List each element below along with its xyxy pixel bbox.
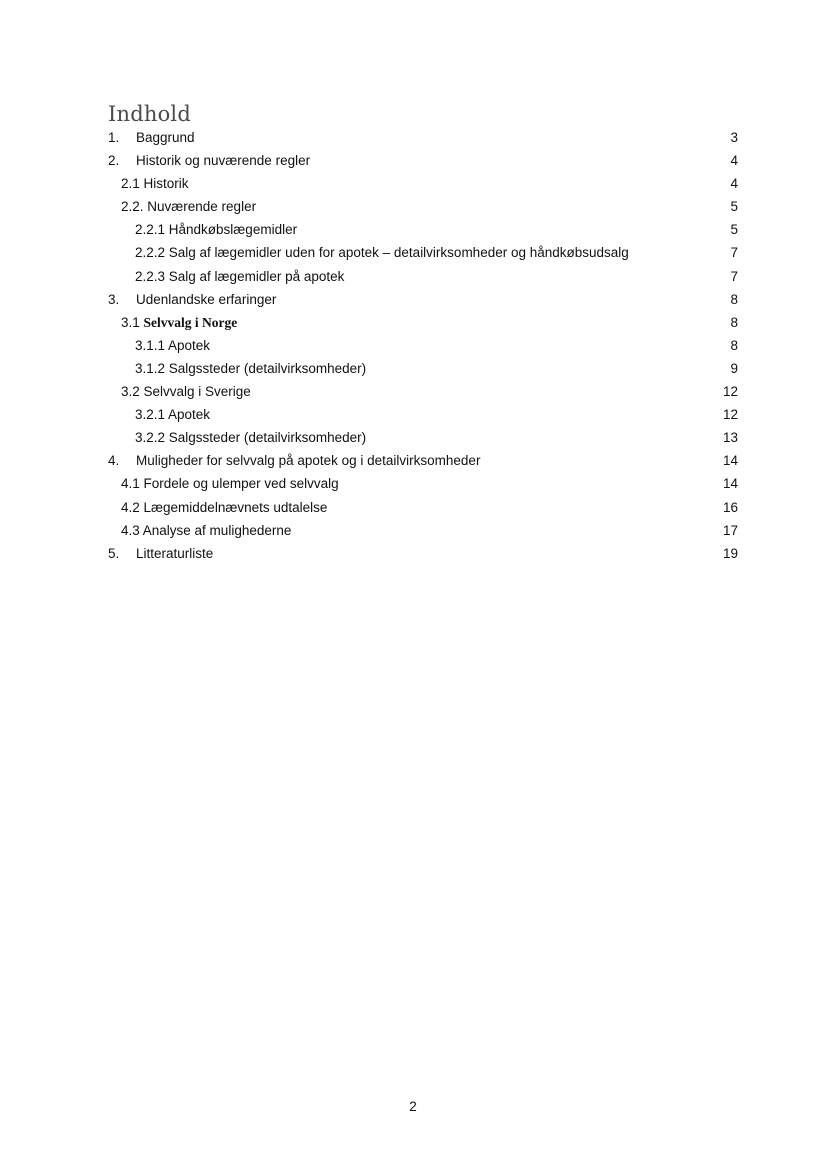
- toc-entry-title: 3.2 Selvvalg i Sverige: [121, 384, 251, 400]
- toc-entry-title: 3.1.1 Apotek: [135, 337, 211, 353]
- toc-entry-page: 16: [722, 499, 738, 515]
- toc-entry-2-2[interactable]: [0, 195, 826, 218]
- toc-entry-page: 9: [730, 360, 738, 376]
- toc-entry-title: Baggrund: [136, 130, 195, 145]
- toc-entry-title: Historik og nuværende regler: [136, 153, 311, 169]
- toc-entry-3[interactable]: [0, 288, 826, 311]
- toc-entry-title: 2.2.1 Håndkøbslægemidler: [135, 222, 298, 238]
- toc-entry-title: 3.1.2 Salgssteder (detailvirksomheder): [135, 360, 367, 376]
- toc-entry-title: Muligheder for selvvalg på apotek og i detailvirksomheder: [136, 453, 481, 469]
- toc-heading: Indhold: [108, 102, 191, 126]
- toc-entry-page: 13: [722, 430, 738, 446]
- toc-entry-title: 2.2.2 Salg af lægemidler uden for apotek – detailvirksomheder og håndkøbsudsalg: [135, 245, 629, 261]
- toc-entry-2[interactable]: [0, 149, 826, 172]
- toc-entry-4-2[interactable]: [0, 496, 826, 519]
- toc-entry-2-2-3[interactable]: [0, 265, 826, 288]
- toc-entry-3-2-1[interactable]: [0, 403, 826, 426]
- toc-entry-page: 8: [730, 314, 738, 330]
- table-of-contents: [0, 126, 826, 565]
- toc-entry-4-1[interactable]: [0, 472, 826, 495]
- toc-entry-2-2-1[interactable]: [0, 218, 826, 241]
- toc-entry-number: 3.: [108, 291, 120, 307]
- toc-entry-number: 5.: [108, 545, 120, 561]
- toc-entry-page: 4: [730, 176, 738, 192]
- toc-entry-page: 14: [722, 476, 738, 492]
- toc-entry-title: Udenlandske erfaringer: [136, 291, 277, 307]
- toc-entry-2-2-2[interactable]: [0, 241, 826, 264]
- toc-entry-page: 7: [730, 268, 738, 284]
- toc-entry-title: 2.2. Nuværende regler: [121, 199, 257, 215]
- toc-entry-page: 5: [730, 222, 738, 238]
- toc-entry-page: 12: [722, 407, 738, 423]
- toc-entry-title: 3.2.1 Apotek: [135, 407, 211, 423]
- toc-entry-number: 2.: [108, 153, 120, 169]
- toc-entry-title: 4.3 Analyse af mulighederne: [121, 522, 292, 538]
- toc-entry-title: 2.2.3 Salg af lægemidler på apotek: [135, 268, 345, 284]
- toc-entry-page: 19: [722, 545, 738, 561]
- toc-entry-3-1-2[interactable]: [0, 357, 826, 380]
- toc-entry-page: 14: [722, 453, 738, 469]
- toc-entry-number: 1.: [108, 130, 120, 145]
- toc-entry-4-3[interactable]: [0, 519, 826, 542]
- toc-entry-title: 4.1 Fordele og ulemper ved selvvalg: [121, 476, 339, 492]
- toc-entry-3-2[interactable]: [0, 380, 826, 403]
- toc-entry-title: 3.2.2 Salgssteder (detailvirksomheder): [135, 430, 367, 446]
- toc-entry-page: 8: [730, 291, 738, 307]
- toc-entry-title: [121, 311, 237, 334]
- toc-entry-title-serif: Selvvalg i Norge: [143, 314, 238, 330]
- toc-entry-page: 5: [730, 199, 738, 215]
- toc-entry-number: 4.: [108, 453, 120, 469]
- toc-entry-title-prefix: 3.1: [121, 314, 144, 330]
- toc-entry-page: 7: [730, 245, 738, 261]
- toc-entry-title: Litteraturliste: [136, 545, 214, 561]
- toc-entry-3-2-2[interactable]: [0, 426, 826, 449]
- toc-entry-1[interactable]: [0, 126, 826, 149]
- toc-entry-title: 2.1 Historik: [121, 176, 189, 192]
- toc-entry-2-1[interactable]: [0, 172, 826, 195]
- page-number: 2: [409, 1099, 417, 1114]
- toc-entry-4[interactable]: [0, 449, 826, 472]
- toc-entry-page: 17: [722, 522, 738, 538]
- toc-entry-page: 12: [722, 384, 738, 400]
- toc-entry-page: 4: [730, 153, 738, 169]
- toc-entry-page: 8: [730, 337, 738, 353]
- toc-entry-page: 3: [730, 130, 738, 145]
- toc-entry-3-1-1[interactable]: [0, 334, 826, 357]
- toc-entry-5[interactable]: [0, 542, 826, 565]
- toc-entry-title: 4.2 Lægemiddelnævnets udtalelse: [121, 499, 328, 515]
- toc-entry-3-1[interactable]: [0, 311, 826, 334]
